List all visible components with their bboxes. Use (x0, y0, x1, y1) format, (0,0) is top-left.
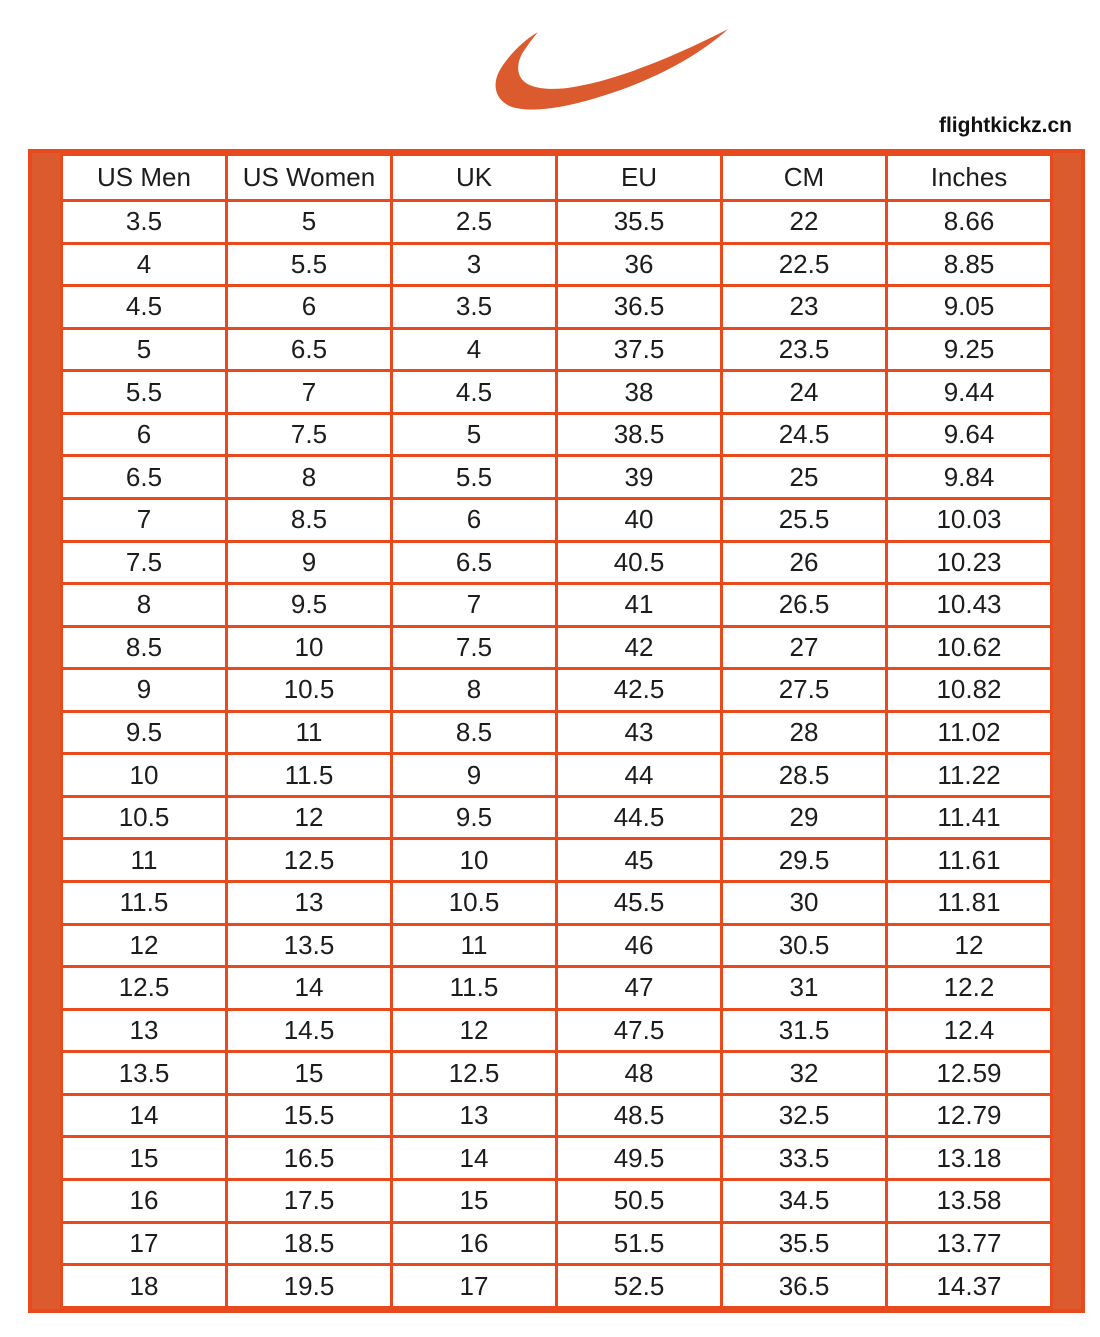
size-cell: 10.43 (887, 584, 1052, 627)
size-cell: 13.5 (62, 1052, 227, 1095)
size-cell: 22.5 (722, 243, 887, 286)
size-cell: 6.5 (392, 541, 557, 584)
size-cell: 13 (62, 1009, 227, 1052)
size-cell: 6 (227, 286, 392, 329)
size-cell: 13.58 (887, 1179, 1052, 1222)
size-cell: 15 (227, 1052, 392, 1095)
size-cell: 12.4 (887, 1009, 1052, 1052)
size-cell: 18.5 (227, 1222, 392, 1265)
size-cell: 19.5 (227, 1265, 392, 1308)
size-cell: 4.5 (62, 286, 227, 329)
size-cell: 17 (392, 1265, 557, 1308)
size-cell: 10.5 (227, 669, 392, 712)
size-cell: 12 (227, 796, 392, 839)
size-table-frame (28, 149, 1085, 1313)
size-cell: 10.82 (887, 669, 1052, 712)
size-cell: 16.5 (227, 1137, 392, 1180)
size-cell: 8 (227, 456, 392, 499)
size-cell: 7.5 (227, 413, 392, 456)
size-cell: 16 (62, 1179, 227, 1222)
table-row (62, 796, 1052, 839)
size-cell: 31.5 (722, 1009, 887, 1052)
size-cell: 12.5 (227, 839, 392, 882)
size-cell: 47 (557, 967, 722, 1010)
right-accent-bar (1053, 153, 1081, 1309)
size-cell: 49.5 (557, 1137, 722, 1180)
size-cell: 44 (557, 754, 722, 797)
size-cell: 7.5 (392, 626, 557, 669)
size-cell: 28 (722, 711, 887, 754)
size-cell: 2.5 (392, 201, 557, 244)
size-cell: 37.5 (557, 328, 722, 371)
size-cell: 11.61 (887, 839, 1052, 882)
size-cell: 11.5 (392, 967, 557, 1010)
size-cell: 52.5 (557, 1265, 722, 1308)
size-cell: 6.5 (227, 328, 392, 371)
size-cell: 9.5 (62, 711, 227, 754)
left-accent-bar (32, 153, 60, 1309)
size-cell: 35.5 (557, 201, 722, 244)
size-cell: 22 (722, 201, 887, 244)
size-table (60, 153, 1053, 1309)
size-cell: 7 (227, 371, 392, 414)
size-cell: 32.5 (722, 1094, 887, 1137)
column-header: EU (557, 155, 722, 201)
size-cell: 50.5 (557, 1179, 722, 1222)
size-cell: 12.5 (392, 1052, 557, 1095)
size-cell: 9 (62, 669, 227, 712)
size-cell: 5.5 (392, 456, 557, 499)
size-cell: 42.5 (557, 669, 722, 712)
size-cell: 7.5 (62, 541, 227, 584)
table-row (62, 882, 1052, 925)
size-cell: 5.5 (62, 371, 227, 414)
table-row (62, 1094, 1052, 1137)
size-cell: 29.5 (722, 839, 887, 882)
size-cell: 12 (62, 924, 227, 967)
size-cell: 6.5 (62, 456, 227, 499)
table-row (62, 669, 1052, 712)
size-cell: 36.5 (722, 1265, 887, 1308)
size-cell: 29 (722, 796, 887, 839)
size-cell: 14 (392, 1137, 557, 1180)
size-cell: 39 (557, 456, 722, 499)
table-row (62, 839, 1052, 882)
table-row (62, 711, 1052, 754)
size-cell: 11.81 (887, 882, 1052, 925)
size-cell: 17 (62, 1222, 227, 1265)
table-row (62, 498, 1052, 541)
size-cell: 14 (62, 1094, 227, 1137)
size-cell: 4.5 (392, 371, 557, 414)
header-row (62, 155, 1052, 201)
size-cell: 12.5 (62, 967, 227, 1010)
size-cell: 11.22 (887, 754, 1052, 797)
size-cell: 11 (62, 839, 227, 882)
size-cell: 24 (722, 371, 887, 414)
size-cell: 14 (227, 967, 392, 1010)
table-row (62, 371, 1052, 414)
table-row (62, 456, 1052, 499)
size-cell: 9.64 (887, 413, 1052, 456)
size-cell: 5.5 (227, 243, 392, 286)
size-cell: 10.03 (887, 498, 1052, 541)
size-cell: 27.5 (722, 669, 887, 712)
size-cell: 7 (392, 584, 557, 627)
size-cell: 25.5 (722, 498, 887, 541)
table-row (62, 1265, 1052, 1308)
size-cell: 4 (392, 328, 557, 371)
size-cell: 23 (722, 286, 887, 329)
size-cell: 9 (227, 541, 392, 584)
size-cell: 33.5 (722, 1137, 887, 1180)
size-cell: 8.85 (887, 243, 1052, 286)
size-cell: 46 (557, 924, 722, 967)
column-header: US Men (62, 155, 227, 201)
size-cell: 40.5 (557, 541, 722, 584)
size-cell: 36.5 (557, 286, 722, 329)
size-cell: 48 (557, 1052, 722, 1095)
size-cell: 9.44 (887, 371, 1052, 414)
table-row (62, 1179, 1052, 1222)
size-cell: 45 (557, 839, 722, 882)
table-row (62, 1222, 1052, 1265)
table-row (62, 967, 1052, 1010)
size-cell: 28.5 (722, 754, 887, 797)
size-cell: 10.62 (887, 626, 1052, 669)
size-cell: 44.5 (557, 796, 722, 839)
size-cell: 36 (557, 243, 722, 286)
size-cell: 12 (392, 1009, 557, 1052)
column-header: US Women (227, 155, 392, 201)
column-header: CM (722, 155, 887, 201)
size-cell: 12.2 (887, 967, 1052, 1010)
size-cell: 8 (62, 584, 227, 627)
size-cell: 9.5 (392, 796, 557, 839)
size-cell: 6 (62, 413, 227, 456)
size-cell: 9.05 (887, 286, 1052, 329)
size-cell: 4 (62, 243, 227, 286)
size-cell: 45.5 (557, 882, 722, 925)
size-cell: 8.66 (887, 201, 1052, 244)
size-cell: 5 (62, 328, 227, 371)
size-cell: 38 (557, 371, 722, 414)
size-cell: 15.5 (227, 1094, 392, 1137)
size-cell: 11.5 (227, 754, 392, 797)
size-cell: 11 (392, 924, 557, 967)
size-cell: 17.5 (227, 1179, 392, 1222)
size-cell: 51.5 (557, 1222, 722, 1265)
table-row (62, 286, 1052, 329)
size-cell: 5 (227, 201, 392, 244)
size-cell: 10 (392, 839, 557, 882)
size-cell: 13 (227, 882, 392, 925)
size-cell: 11 (227, 711, 392, 754)
size-cell: 34.5 (722, 1179, 887, 1222)
table-row (62, 924, 1052, 967)
size-cell: 9 (392, 754, 557, 797)
size-cell: 12 (887, 924, 1052, 967)
size-cell: 10.5 (392, 882, 557, 925)
size-cell: 10.5 (62, 796, 227, 839)
size-cell: 10 (62, 754, 227, 797)
column-header: UK (392, 155, 557, 201)
size-cell: 9.5 (227, 584, 392, 627)
size-cell: 35.5 (722, 1222, 887, 1265)
size-cell: 3.5 (62, 201, 227, 244)
size-cell: 3.5 (392, 286, 557, 329)
size-cell: 3 (392, 243, 557, 286)
table-row (62, 541, 1052, 584)
size-cell: 8.5 (392, 711, 557, 754)
size-cell: 6 (392, 498, 557, 541)
table-row (62, 413, 1052, 456)
size-cell: 8.5 (227, 498, 392, 541)
size-cell: 11.41 (887, 796, 1052, 839)
size-cell: 16 (392, 1222, 557, 1265)
size-cell: 27 (722, 626, 887, 669)
size-cell: 47.5 (557, 1009, 722, 1052)
table-row (62, 243, 1052, 286)
size-cell: 5 (392, 413, 557, 456)
table-row (62, 201, 1052, 244)
size-cell: 8 (392, 669, 557, 712)
size-cell: 26.5 (722, 584, 887, 627)
size-cell: 18 (62, 1265, 227, 1308)
size-cell: 10.23 (887, 541, 1052, 584)
size-cell: 9.25 (887, 328, 1052, 371)
table-row (62, 584, 1052, 627)
size-cell: 41 (557, 584, 722, 627)
size-cell: 13.18 (887, 1137, 1052, 1180)
size-cell: 14.37 (887, 1265, 1052, 1308)
size-cell: 32 (722, 1052, 887, 1095)
size-cell: 13.5 (227, 924, 392, 967)
size-cell: 23.5 (722, 328, 887, 371)
size-cell: 15 (62, 1137, 227, 1180)
size-cell: 38.5 (557, 413, 722, 456)
size-cell: 30 (722, 882, 887, 925)
size-cell: 24.5 (722, 413, 887, 456)
size-cell: 30.5 (722, 924, 887, 967)
size-cell: 31 (722, 967, 887, 1010)
size-cell: 11.5 (62, 882, 227, 925)
table-row (62, 754, 1052, 797)
size-cell: 11.02 (887, 711, 1052, 754)
size-cell: 12.79 (887, 1094, 1052, 1137)
size-cell: 26 (722, 541, 887, 584)
column-header: Inches (887, 155, 1052, 201)
table-row (62, 626, 1052, 669)
table-row (62, 1009, 1052, 1052)
table-row (62, 1052, 1052, 1095)
size-cell: 15 (392, 1179, 557, 1222)
size-cell: 10 (227, 626, 392, 669)
size-cell: 40 (557, 498, 722, 541)
size-table-body (62, 201, 1052, 1308)
table-row (62, 328, 1052, 371)
size-cell: 48.5 (557, 1094, 722, 1137)
size-cell: 8.5 (62, 626, 227, 669)
size-cell: 43 (557, 711, 722, 754)
size-cell: 13.77 (887, 1222, 1052, 1265)
size-cell: 42 (557, 626, 722, 669)
size-cell: 7 (62, 498, 227, 541)
size-cell: 13 (392, 1094, 557, 1137)
nike-swoosh-icon (455, 26, 731, 122)
table-row (62, 1137, 1052, 1180)
watermark-text: flightkickz.cn (938, 114, 1072, 137)
size-cell: 9.84 (887, 456, 1052, 499)
size-cell: 14.5 (227, 1009, 392, 1052)
size-cell: 12.59 (887, 1052, 1052, 1095)
size-cell: 25 (722, 456, 887, 499)
